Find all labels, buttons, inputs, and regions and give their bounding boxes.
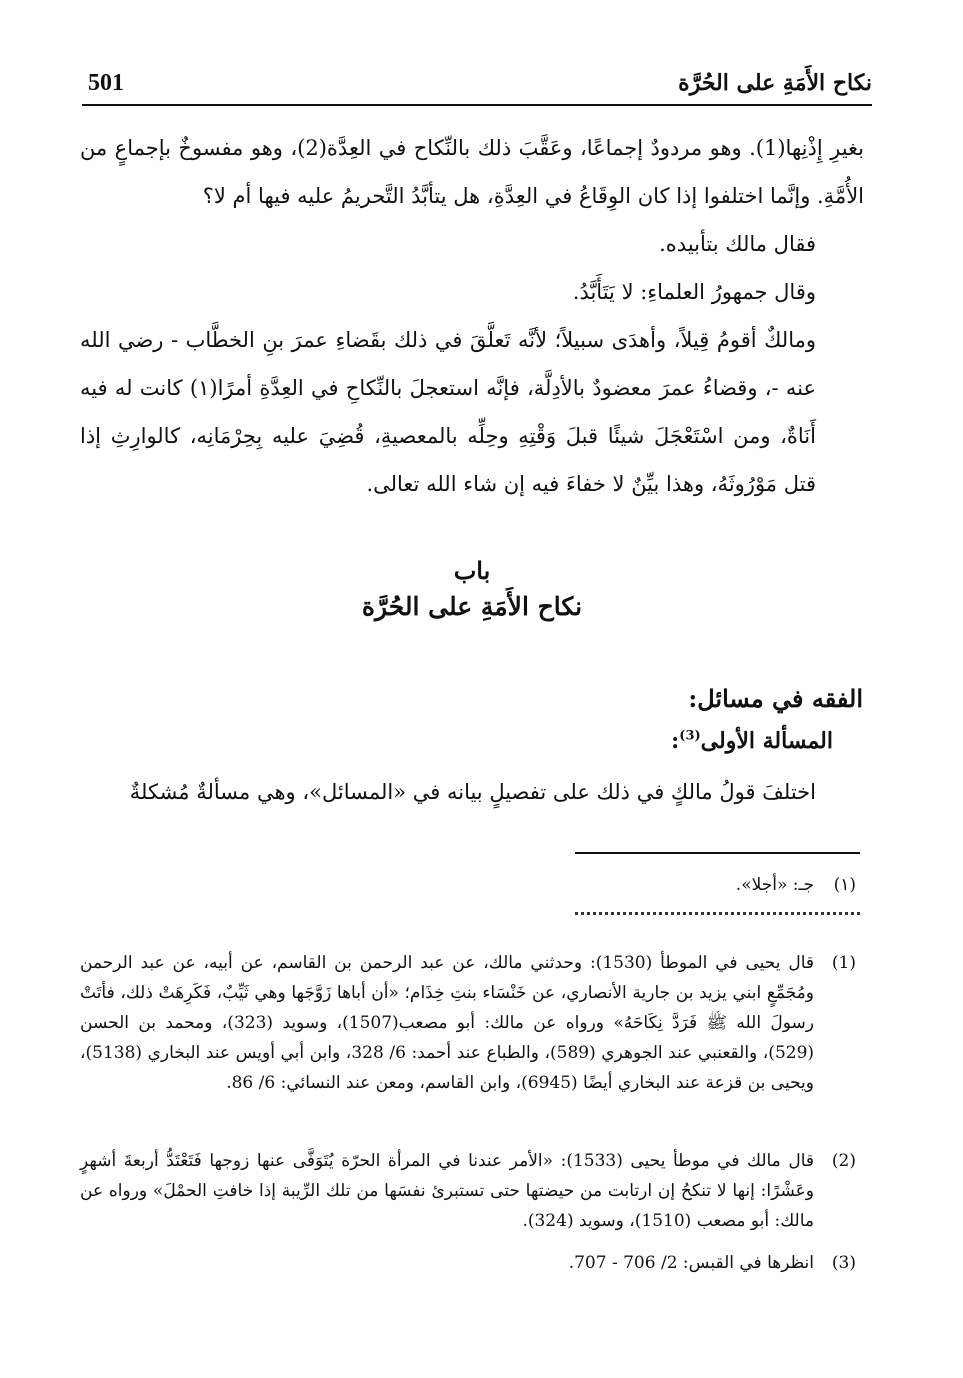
variant-note-text: جـ: «أجلا». bbox=[735, 875, 814, 895]
section-heading: الفقه في مسائل: bbox=[688, 684, 863, 713]
page-number: 501 bbox=[88, 70, 124, 96]
footnote-3 bbox=[80, 1248, 864, 1278]
footnote-text: انظرها في القبس: 2/ 706 - 707. bbox=[568, 1253, 814, 1273]
footnote-1 bbox=[80, 948, 864, 1098]
variant-note-number: (١) bbox=[833, 875, 856, 895]
page-header bbox=[82, 66, 872, 106]
footnote-number: (1) bbox=[831, 953, 856, 973]
paragraph-3: وقال جمهورُ العلماءِ: لا يَتَأَبَّدُ. bbox=[572, 280, 816, 304]
chapter-label: باب bbox=[453, 556, 491, 585]
paragraph-2: فقال مالك بتأبيده. bbox=[659, 232, 816, 256]
footnote-number: (2) bbox=[831, 1151, 856, 1171]
subsection-colon: : bbox=[671, 728, 680, 754]
subsection-heading bbox=[671, 728, 833, 754]
footnote-text: قال مالك في موطأ يحيى (1533): «الأمر عندنا في المرأة الحرّة يُتَوَفَّى عنها زوجها فَتَعْتَدُّ أربعةَ أشهرٍ وعَشْرًا: إنها لا تنكحُ إن ارتابت من حيضتها حتى تستبرئ نفسَها من تلك الرِّيبة إذا خافتِ الحمْلَ» ورواه عن مالك: أبو مصعب (1510)، وسويد (324). bbox=[80, 1151, 815, 1231]
paragraph-4: ومالكٌ أقومُ قِيلاً، وأهدَى سبيلاً؛ لأنَّه تَعلَّقَ في ذلك بقَضاءِ عمرَ بنِ الخطَّاب - رضي الله عنه -، وقضاءُ عمرَ معضودٌ بالأدِلَّة، فإنَّه استعجلَ بالنِّكاحِ في العِدَّةِ أمرًا(١) كانت له فيه أَنَاةٌ، ومن اسْتَعْجَلَ شيئًا قبلَ وَقْتِهِ وحِلِّه بالمعصيةِ، قُضِيَ عليه بِحِرْمَانِه، كالوارِثِ إذا قتل مَوْرُوثَهُ، وهذا بيِّنٌ لا خفاءَ فيه إن شاء الله تعالى. bbox=[80, 328, 817, 496]
footnote-marker: (3) bbox=[679, 728, 701, 744]
footnote-text: قال يحيى في الموطأ (1530): وحدثني مالك، عن عبد الرحمن بن القاسم، عن أبيه، عن عبد الرحمن ومُجَمِّعٍ ابني يزيد بن جارية الأنصاري، عن خَنْسَاء بنتِ خِذَام؛ «أن أباها زَوَّجَها وهي ثَيِّبٌ، فَكَرِهَتْ ذلك، فأتَتْ رسولَ الله ﷺ فَرَدَّ نِكَاحَهُ» ورواه عن مالك: أبو مصعب(1507)، وسويد (323)، ومحمد بن الحسن (529)، والقعنبي عند الجوهري (589)، والطباع عند أحمد: 6/ 328، وابن أبي أويس عند البخاري (5138)، ويحيى بن قزعة عند البخاري أيضًا (6945)، وابن القاسم، ومعن عند النسائي: 6/ 86. bbox=[80, 953, 815, 1093]
footnote-rule bbox=[575, 852, 860, 854]
variant-note bbox=[80, 870, 864, 900]
running-title: نكاح الأَمَةِ على الحُرَّة bbox=[678, 70, 872, 96]
masala-paragraph: اختلفَ قولُ مالكٍ في ذلك على تفصيلٍ بيانه في «المسائل»، وهي مسألةٌ مُشكلةٌ bbox=[129, 780, 816, 804]
footnote-2 bbox=[80, 1146, 864, 1236]
header-rule bbox=[82, 104, 872, 106]
subsection-title: المسألة الأولى bbox=[700, 728, 833, 754]
footnote-separator bbox=[575, 912, 860, 915]
footnote-number: (3) bbox=[831, 1253, 856, 1273]
chapter-title: نكاح الأَمَةِ على الحُرَّة bbox=[361, 592, 583, 621]
paragraph-1: بغيرِ إِذْنِها(1). وهو مردودٌ إجماعًا، وعَقَّبَ ذلك بالنِّكاح في العِدَّة(2)، وهو مفسوخٌ بإجماعٍ من الأُمَّةِ. وإنَّما اختلفوا إذا كان الوِقَاعُ في العِدَّةِ، هل يتأبَّدُ التَّحريمُ عليه فيها أم لا؟ bbox=[80, 136, 865, 208]
main-text bbox=[80, 124, 864, 508]
masala-text-block bbox=[80, 768, 864, 816]
